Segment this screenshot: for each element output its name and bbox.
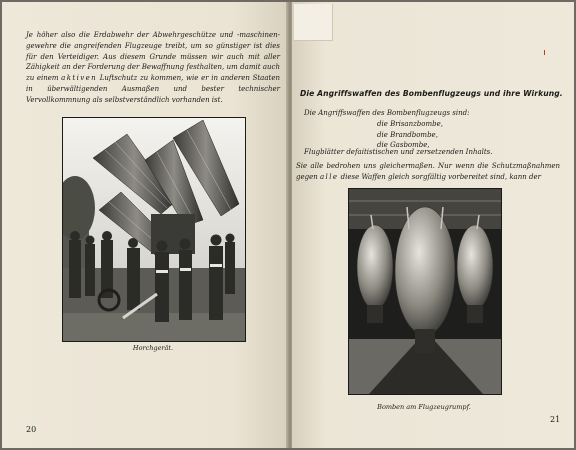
page-number-right: 21 bbox=[550, 415, 561, 424]
right-paragraph-part-2: diese Waffen gleich sorgfältig vorbereitet sind, kann der bbox=[338, 172, 541, 181]
bombs-photo-drawing bbox=[349, 189, 501, 394]
left-paragraph bbox=[26, 30, 280, 106]
bombs-caption: Bomben am Flugzeugrumpf. bbox=[377, 403, 471, 411]
page-number-left: 20 bbox=[26, 425, 37, 434]
left-paragraph-emphasis: aktiven bbox=[61, 74, 98, 83]
red-mark bbox=[544, 50, 545, 55]
paper-corner bbox=[294, 4, 333, 41]
open-book bbox=[2, 2, 574, 448]
intro-line: Die Angriffswaffen des Bombenflugzeugs sind: bbox=[304, 109, 470, 117]
right-page bbox=[292, 2, 574, 448]
list-item: die Brandbombe, bbox=[377, 130, 438, 139]
horchgeraet-caption: Horchgerät. bbox=[132, 344, 174, 352]
section-heading: Die Angriffswaffen des Bombenflugzeugs und ihre Wirkung. bbox=[300, 89, 563, 98]
left-page bbox=[2, 2, 288, 448]
horchgeraet-photo-drawing bbox=[63, 118, 245, 341]
flugblaetter-line: Flugblätter defaitistischen und zersetzenden Inhalts. bbox=[304, 148, 493, 156]
right-paragraph-part-1: Sie alle bedrohen uns gleichermaßen. Nur wenn die Schutzmaßnahmen gegen bbox=[296, 162, 560, 181]
bombs-photo bbox=[348, 188, 502, 395]
horchgeraet-photo bbox=[62, 117, 246, 342]
left-paragraph-part-1: Je höher also die Erdabwehr der Abwehrgeschütze und -maschinen-gewehre die angreifenden Flugzeuge treibt, um so günstiger ist dies für den Verteidiger. Aus diesem Grunde müssen wir auch mit aller Zähigkeit an der Forderung der Bewaffnung festhalten, um damit auch zu einem bbox=[26, 31, 280, 83]
list-item: die Brisanzbombe, bbox=[377, 120, 443, 128]
right-paragraph bbox=[296, 161, 560, 183]
right-paragraph-emphasis: alle bbox=[319, 172, 339, 181]
list-item: die Gasbombe, bbox=[377, 141, 430, 149]
left-paragraph-part-2: Luftschutz zu kommen, wie er in anderen Staaten in überwältigenden Ausmaßen und bester technischer Vervollkommnung als selbstverständlich vorhanden ist. bbox=[26, 74, 280, 104]
weapons-list bbox=[377, 119, 443, 151]
